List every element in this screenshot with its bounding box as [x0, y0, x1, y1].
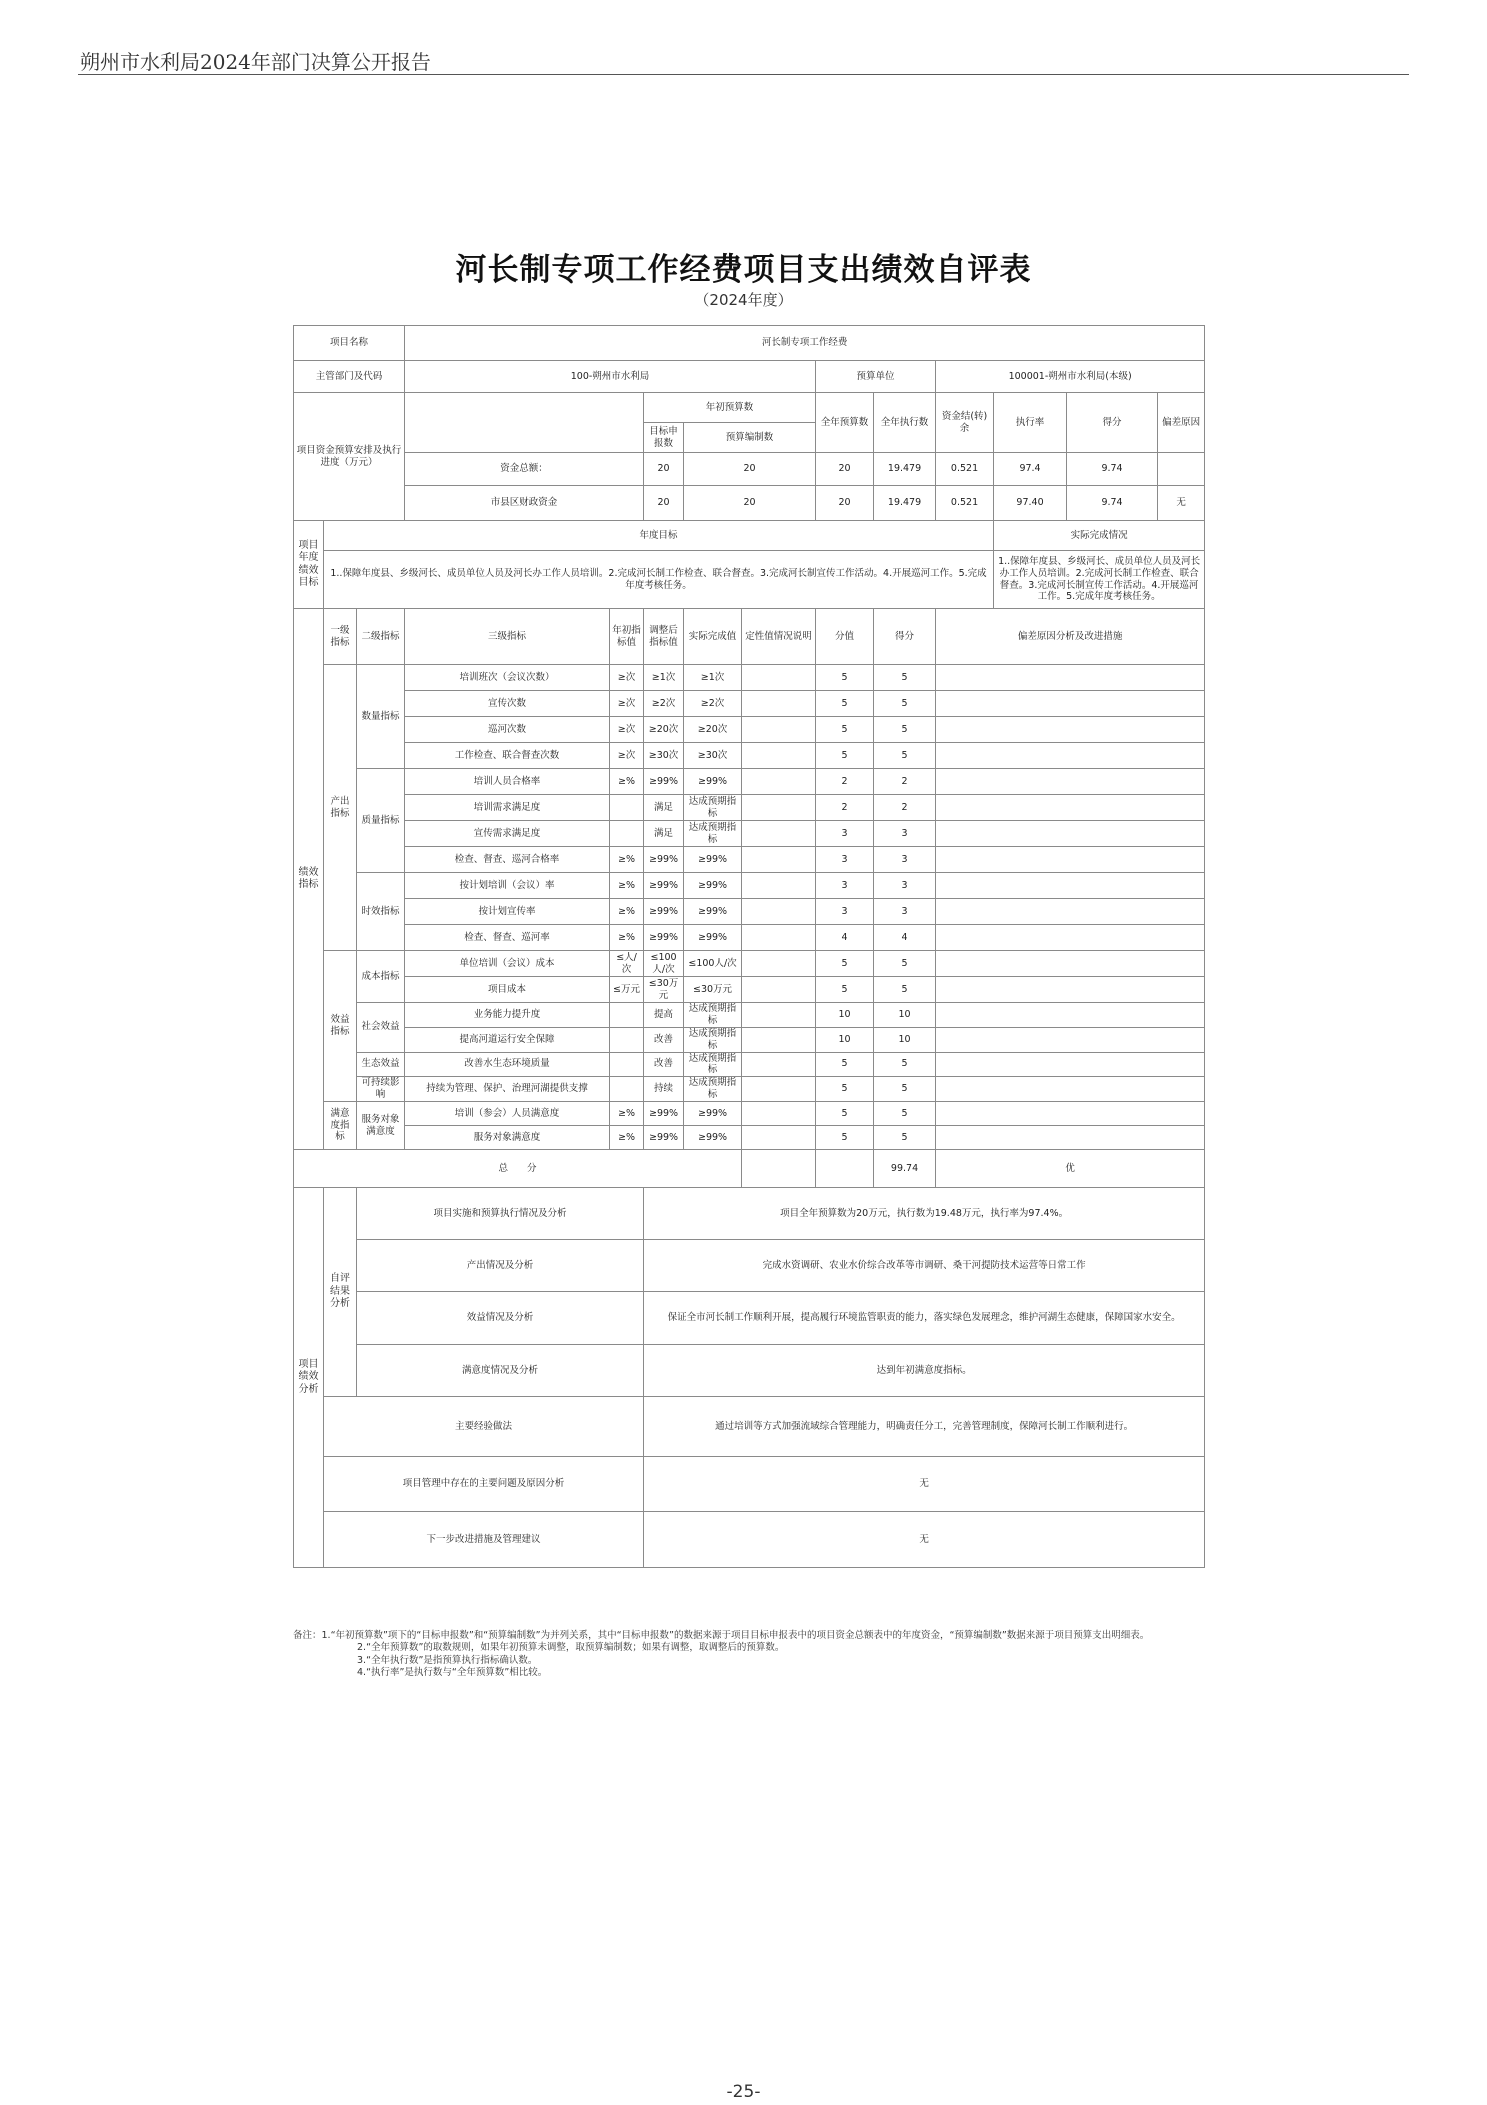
col-rate: 执行率 [994, 393, 1067, 453]
indicator-row: 宣传次数 ≥次 ≥2次 ≥2次 5 5 [294, 691, 1205, 717]
page-header: 朔州市水利局2024年部门决算公开报告 [80, 50, 431, 74]
indicator-row: 宣传需求满足度 满足 达成预期指标 3 3 [294, 821, 1205, 847]
dept-value: 100-朔州市水利局 [405, 361, 816, 393]
funds-section-label: 项目资金预算安排及执行进度（万元） [294, 393, 405, 521]
col-target: 目标申报数 [644, 423, 684, 453]
indicator-row: 时效指标 按计划培训（会议）率 ≥% ≥99% ≥99% 3 3 [294, 873, 1205, 899]
actual-completion-label: 实际完成情况 [994, 521, 1205, 551]
experience-row: 主要经验做法 通过培训等方式加强流域综合管理能力，明确责任分工，完善管理制度，保障河长制工作顺利进行。 [294, 1397, 1205, 1457]
indicator-row: 检查、督查、巡河合格率 ≥% ≥99% ≥99% 3 3 [294, 847, 1205, 873]
indicator-row: 工作检查、联合督查次数 ≥次 ≥30次 ≥30次 5 5 [294, 743, 1205, 769]
indicator-row: 检查、督查、巡河率 ≥% ≥99% ≥99% 4 4 [294, 925, 1205, 951]
table-subtitle: （2024年度） [694, 291, 793, 309]
header-divider [78, 74, 1409, 75]
total-label: 总 分 [294, 1150, 742, 1188]
total-grade: 优 [936, 1150, 1205, 1188]
problems-row: 项目管理中存在的主要问题及原因分析 无 [294, 1457, 1205, 1512]
table-title: 河长制专项工作经费项目支出绩效自评表 [455, 252, 1032, 288]
unit-value: 100001-朔州市水利局(本级) [936, 361, 1205, 393]
indicator-row: 服务对象满意度 ≥% ≥99% ≥99% 5 5 [294, 1126, 1205, 1150]
group-satisfaction: 满意度指标 [324, 1102, 357, 1150]
annual-goal-label: 年度目标 [324, 521, 994, 551]
indicator-row: 项目成本 ≤万元 ≤30万元 ≤30万元 5 5 [294, 977, 1205, 1003]
indicator-row: 可持续影响 持续为管理、保护、治理河湖提供支撑 持续 达成预期指标 5 5 [294, 1077, 1205, 1102]
indicator-row: 产出指标 数量指标 培训班次（会议次数） ≥次 ≥1次 ≥1次 5 5 [294, 665, 1205, 691]
analysis-section-label: 项目绩效分析 [294, 1188, 324, 1568]
indicator-row: 巡河次数 ≥次 ≥20次 ≥20次 5 5 [294, 717, 1205, 743]
analysis-row: 项目绩效分析 自评结果分析 项目实施和预算执行情况及分析 项目全年预算数为20万元，执行数为19.48万元，执行率为97.4%。 [294, 1188, 1205, 1240]
col-reason: 偏差原因 [1158, 393, 1205, 453]
page-number: -25- [726, 2082, 761, 2102]
indicator-row: 生态效益 改善水生态环境质量 改善 达成预期指标 5 5 [294, 1052, 1205, 1077]
sub-time: 时效指标 [357, 873, 405, 951]
indicator-row: 培训需求满足度 满足 达成预期指标 2 2 [294, 795, 1205, 821]
project-name-label: 项目名称 [294, 326, 405, 361]
analysis-row: 效益情况及分析 保证全市河长制工作顺利开展，提高履行环境监管职责的能力，落实绿色发展理念，维护河湖生态健康，保障国家水安全。 [294, 1292, 1205, 1345]
info-row-project [294, 326, 1205, 361]
sub-quality: 质量指标 [357, 769, 405, 873]
sub-cost: 成本指标 [357, 951, 405, 1003]
goals-header-row [294, 521, 1205, 551]
indicator-row: 效益指标 成本指标 单位培训（会议）成本 ≤人/次 ≤100人/次 ≤100人/次 5 5 [294, 951, 1205, 977]
group-output: 产出指标 [324, 665, 357, 951]
indicator-row: 社会效益 业务能力提升度 提高 达成预期指标 10 10 [294, 1003, 1205, 1028]
indicator-row: 按计划宣传率 ≥% ≥99% ≥99% 3 3 [294, 899, 1205, 925]
sub-service: 服务对象满意度 [357, 1102, 405, 1150]
analysis-row: 产出情况及分析 完成水资调研、农业水价综合改革等市调研、桑干河提防技术运营等日常工作 [294, 1240, 1205, 1292]
sub-social: 社会效益 [357, 1003, 405, 1053]
indicator-row: 满意度指标 服务对象满意度 培训（参会）人员满意度 ≥% ≥99% ≥99% 5 5 [294, 1102, 1205, 1126]
goals-text-row [294, 551, 1205, 609]
indicators-section-label: 绩效指标 [294, 609, 324, 1150]
sub-quantity: 数量指标 [357, 665, 405, 769]
sub-sustain: 可持续影响 [357, 1077, 405, 1102]
annual-goal-text: 1..保障年度县、乡级河长、成员单位人员及河长办工作人员培训。2.完成河长制工作检查、联合督查。3.完成河长制宣传工作活动。4.开展巡河工作。5.完成年度考核任务。 [324, 551, 994, 609]
indicator-row: 提高河道运行安全保障 改善 达成预期指标 10 10 [294, 1027, 1205, 1052]
col-budget: 预算编制数 [684, 423, 816, 453]
total-row [294, 1150, 1205, 1188]
next-steps-row: 下一步改进措施及管理建议 无 [294, 1512, 1205, 1568]
project-name: 河长制专项工作经费 [405, 326, 1205, 361]
note-4: 4.“执行率”是执行数与“全年预算数”相比较。 [357, 1667, 548, 1679]
col-executed: 全年执行数 [874, 393, 936, 453]
note-2: 2.“全年预算数”的取数规则，如果年初预算未调整，取预算编制数；如果有调整，取调整后的预算数。 [357, 1642, 785, 1654]
funds-header-row-1 [294, 393, 1205, 423]
self-eval-label: 自评结果分析 [324, 1188, 357, 1397]
funds-row-city: 市县区财政资金 20 20 20 19.479 0.521 97.40 9.74 无 [294, 486, 1205, 521]
indicator-row: 质量指标 培训人员合格率 ≥% ≥99% ≥99% 2 2 [294, 769, 1205, 795]
total-score: 99.74 [874, 1150, 936, 1188]
indicator-header-row: 绩效指标 一级指标 二级指标 三级指标 年初指标值 调整后指标值 实际完成值 定性值情况说明 分值 得分 偏差原因分析及改进措施 [294, 609, 1205, 665]
analysis-row: 满意度情况及分析 达到年初满意度指标。 [294, 1345, 1205, 1397]
col-score: 得分 [1067, 393, 1158, 453]
group-benefit: 效益指标 [324, 951, 357, 1102]
table-notes [293, 1630, 1201, 1679]
goals-section-label: 项目年度绩效目标 [294, 521, 324, 609]
note-1: 备注：1.“年初预算数”项下的“目标申报数”和“预算编制数”为并列关系，其中“目标申报数”的数据来源于项目目标申报表中的项目资金总额表中的年度资金，“预算编制数”数据来源于项目预算支出明细表。 [293, 1630, 1150, 1641]
funds-row-total: 资金总额： 20 20 20 19.479 0.521 97.4 9.74 [294, 453, 1205, 486]
col-full-year: 全年预算数 [816, 393, 874, 453]
unit-label: 预算单位 [816, 361, 936, 393]
note-3: 3.“全年执行数”是指预算执行指标确认数。 [357, 1654, 538, 1666]
sub-eco: 生态效益 [357, 1052, 405, 1077]
info-row-dept [294, 361, 1205, 393]
col-initial-budget: 年初预算数 [644, 393, 816, 423]
evaluation-table [293, 325, 1205, 1568]
dept-label: 主管部门及代码 [294, 361, 405, 393]
actual-completion-text: 1..保障年度县、乡级河长、成员单位人员及河长办工作人员培训。2.完成河长制工作检查、联合督查。3.完成河长制宣传工作活动。4.开展巡河工作。5.完成年度考核任务。 [994, 551, 1205, 609]
col-surplus: 资金结(转)余 [936, 393, 994, 453]
